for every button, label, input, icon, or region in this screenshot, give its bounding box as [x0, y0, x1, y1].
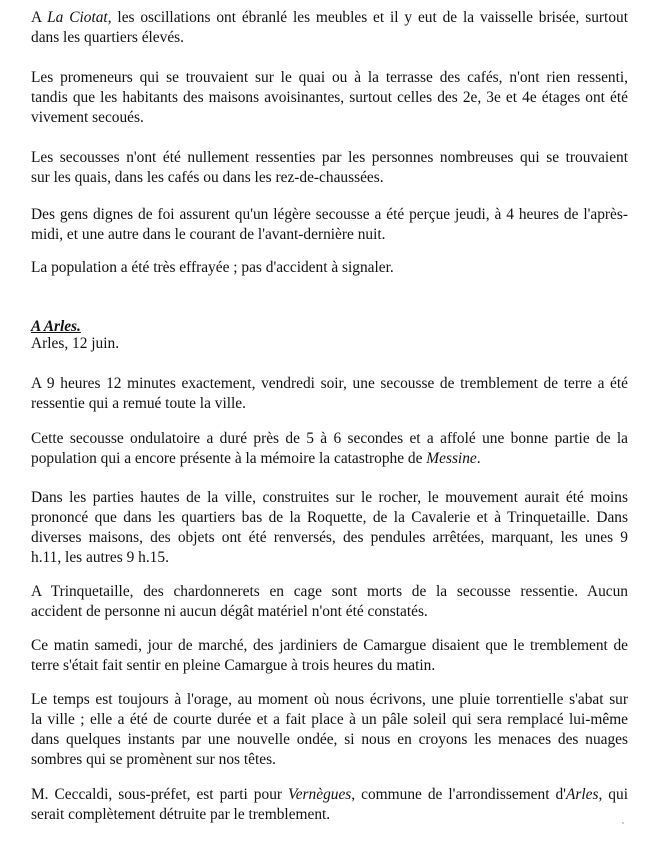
- text-line: Le temps est toujours à l'orage, au moment où nous écrivons, une pluie torrentielle s'abat sur: [31, 691, 628, 708]
- text-line: A Trinquetaille, des chardonnerets en cage sont morts de la secousse ressentie. Aucun: [31, 583, 628, 600]
- arles-paragraph-7: [31, 785, 628, 825]
- ciotat-paragraph-5: [31, 258, 628, 278]
- text-line: dans quelques instants par une nouvelle ondée, si nous en croyons les menaces des nuages: [31, 731, 628, 748]
- ciotat-paragraph-4: [31, 205, 628, 245]
- text-line: prononcé que dans les quartiers bas de la Roquette, de la Cavalerie et à Trinquetaille. Dans: [31, 509, 628, 526]
- arles-paragraph-5: [31, 636, 628, 676]
- text-line: ressentie qui a remué toute la ville.: [31, 395, 246, 412]
- text-line: terre s'était fait sentir en pleine Camargue à trois heures du matin.: [31, 657, 436, 674]
- text-line: Cette secousse ondulatoire a duré près de 5 à 6 secondes et a affolé une bonne partie de la: [31, 430, 628, 447]
- text-line: Des gens dignes de foi assurent qu'un légère secousse a été perçue jeudi, à 4 heures de l'après-: [31, 206, 628, 223]
- text-line: Dans les parties hautes de la ville, construites sur le rocher, le mouvement aurait été moins: [31, 489, 628, 506]
- place-name: Vernègues: [288, 786, 352, 803]
- text-line: accident de personne ni aucun dégât matériel n'ont été constatés.: [31, 603, 428, 620]
- place-name: Messine: [426, 450, 477, 467]
- text-line: Les promeneurs qui se trouvaient sur le quai ou à la terrasse des cafés, n'ont rien ressenti,: [31, 69, 628, 86]
- arles-paragraph-6: [31, 690, 628, 770]
- scan-speck: [622, 822, 624, 824]
- text-line: Ce matin samedi, jour de marché, des jardiniers de Camargue disaient que le tremblement de: [31, 637, 628, 654]
- text-line: A 9 heures 12 minutes exactement, vendredi soir, une secousse de tremblement de terre a été: [31, 375, 628, 392]
- dateline: Arles, 12 juin.: [31, 335, 120, 352]
- arles-paragraph-3: [31, 488, 628, 568]
- text-line: sur les quais, dans les cafés ou dans les rez-de-chaussées.: [31, 169, 384, 186]
- text-line: M. Ceccaldi, sous-préfet, est parti pour Vernègues, commune de l'arrondissement d'Arles, qui: [31, 786, 628, 803]
- text-line: vivement secoués.: [31, 109, 144, 126]
- arles-paragraph-1: [31, 374, 628, 414]
- text-line: la ville ; elle a été de courte durée et a fait place à un pâle soleil qui sera remplacé lui-même: [31, 711, 628, 728]
- arles-paragraph-4: [31, 582, 628, 622]
- arles-paragraph-2: [31, 429, 628, 469]
- place-name: Arles: [565, 786, 599, 803]
- text-line: Les secousses n'ont été nullement ressenties par les personnes nombreuses qui se trouvaient: [31, 149, 628, 166]
- section-heading: A Arles.: [31, 318, 81, 335]
- text-line: midi, et une autre dans le courant de l'avant-dernière nuit.: [31, 226, 386, 243]
- place-name: La Ciotat: [47, 9, 108, 26]
- ciotat-paragraph-2: [31, 68, 628, 128]
- text-line: A La Ciotat, les oscillations ont ébranlé les meubles et il y eut de la vaisselle brisée, surtout: [31, 9, 628, 26]
- text-line: diverses maisons, des objets ont été renversés, des pendules arrêtées, marquant, les unes 9: [31, 529, 628, 546]
- text-line: tandis que les habitants des maisons avoisinantes, surtout celles des 2e, 3e et 4e étages ont été: [31, 89, 628, 106]
- text-line: La population a été très effrayée ; pas d'accident à signaler.: [31, 259, 394, 276]
- text-line: dans les quartiers élevés.: [31, 29, 184, 46]
- ciotat-paragraph-3: [31, 148, 628, 188]
- text-line: sombres qui se promènent sur nos têtes.: [31, 751, 276, 768]
- text-line: h.11, les autres 9 h.15.: [31, 549, 169, 566]
- ciotat-paragraph-1: [31, 8, 628, 48]
- text-line: serait complètement détruite par le tremblement.: [31, 806, 331, 823]
- text-line: population qui a encore présente à la mémoire la catastrophe de Messine.: [31, 450, 481, 467]
